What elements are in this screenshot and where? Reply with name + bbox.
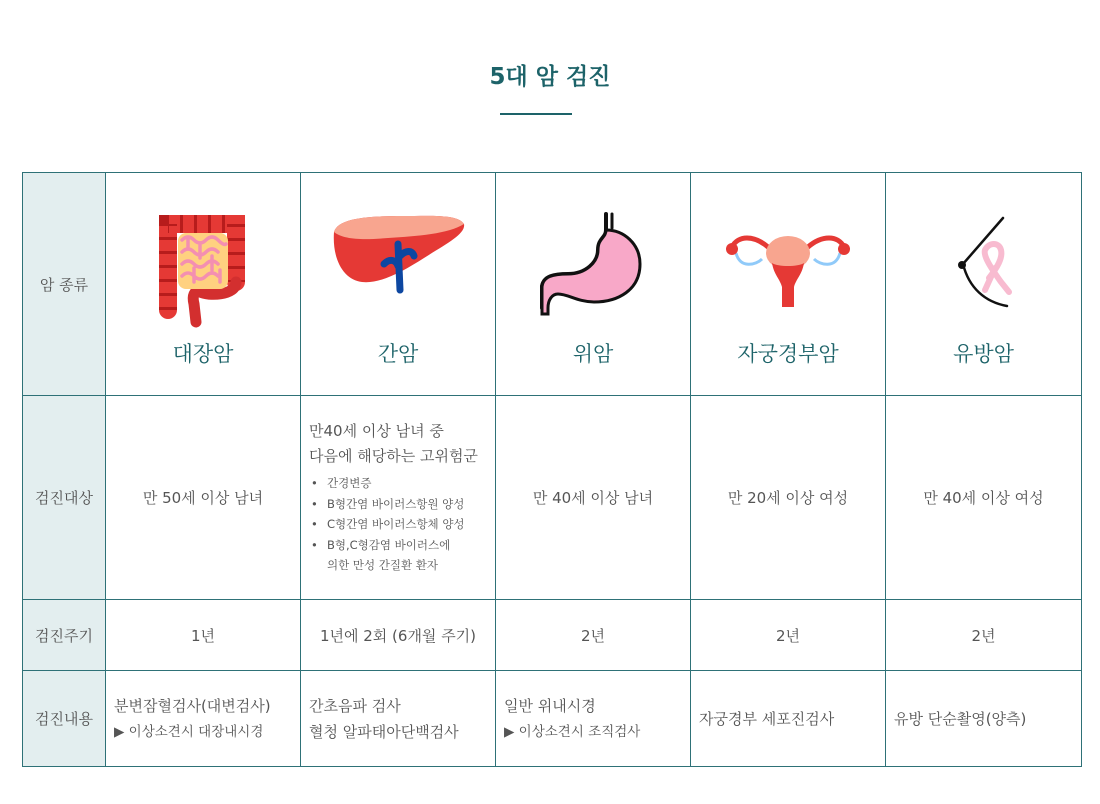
list-item: • 간경변증 [311,476,372,491]
target-liver-line1: 만40세 이상 남녀 중 [309,422,444,441]
content-cervix-main: 자궁경부 세포진검사 [699,709,835,728]
page-title: 5대 암 검진 [489,64,611,90]
content-liver-main: 간초음파 검사 [309,696,401,715]
liver-icon [328,210,468,320]
cycle-liver: 1년에 2회 (6개월 주기) [301,600,496,671]
row-content [23,671,1082,767]
list-item: • C형간염 바이러스항체 양성 [311,517,465,532]
cycle-stomach: 2년 [496,600,691,671]
row-header-target: 검진대상 [23,396,106,600]
cancer-name-cervix: 자궁경부암 [737,342,839,366]
cell-type-stomach [496,173,691,396]
cell-type-breast [886,173,1082,396]
content-breast-main: 유방 단순촬영(양측) [894,709,1027,728]
uterus-icon [718,215,858,315]
content-colon-sub: ▶ 이상소견시 대장내시경 [114,723,264,740]
content-colon [106,671,301,767]
cell-type-cervix [691,173,886,396]
target-liver-line2: 다음에 해당하는 고위험군 [309,447,478,466]
cancer-name-breast: 유방암 [953,342,1014,366]
content-stomach-main: 일반 위내시경 [504,696,596,715]
title-underline [500,113,572,115]
cancer-name-stomach: 위암 [572,342,614,366]
cycle-breast: 2년 [886,600,1082,671]
target-colon: 만 50세 이상 남녀 [106,396,301,600]
cell-type-liver [301,173,496,396]
breast-ribbon-icon [939,210,1029,320]
cancer-name-liver: 간암 [377,342,419,366]
target-cervix: 만 20세 이상 여성 [691,396,886,600]
cancer-name-colon: 대장암 [172,342,234,366]
cycle-cervix: 2년 [691,600,886,671]
list-item: 의한 만성 간질환 환자 [327,558,438,573]
target-liver [301,396,496,600]
row-cancer-type [23,173,1082,396]
content-stomach [496,671,691,767]
row-header-cycle: 검진주기 [23,600,106,671]
content-stomach-sub: ▶ 이상소견시 조직검사 [504,723,641,740]
row-target [23,396,1082,600]
list-item: • B형,C형감염 바이러스에 [311,537,451,552]
target-breast: 만 40세 이상 여성 [886,396,1082,600]
content-liver-sub: 혈청 알파태아단백검사 [309,722,459,741]
content-breast [886,671,1082,767]
row-header-type: 암 종류 [23,173,106,396]
colon-icon [138,200,268,330]
content-cervix [691,671,886,767]
cancer-screening-table [22,172,1082,767]
content-liver [301,671,496,767]
row-cycle [23,600,1082,671]
stomach-icon [538,210,648,320]
cycle-colon: 1년 [106,600,301,671]
list-item: • B형간염 바이러스항원 양성 [311,496,465,511]
content-colon-main: 분변잠혈검사(대변검사) [114,696,271,715]
target-stomach: 만 40세 이상 남녀 [496,396,691,600]
cell-type-colon [106,173,301,396]
target-liver-list [309,473,495,576]
row-header-content: 검진내용 [23,671,106,767]
